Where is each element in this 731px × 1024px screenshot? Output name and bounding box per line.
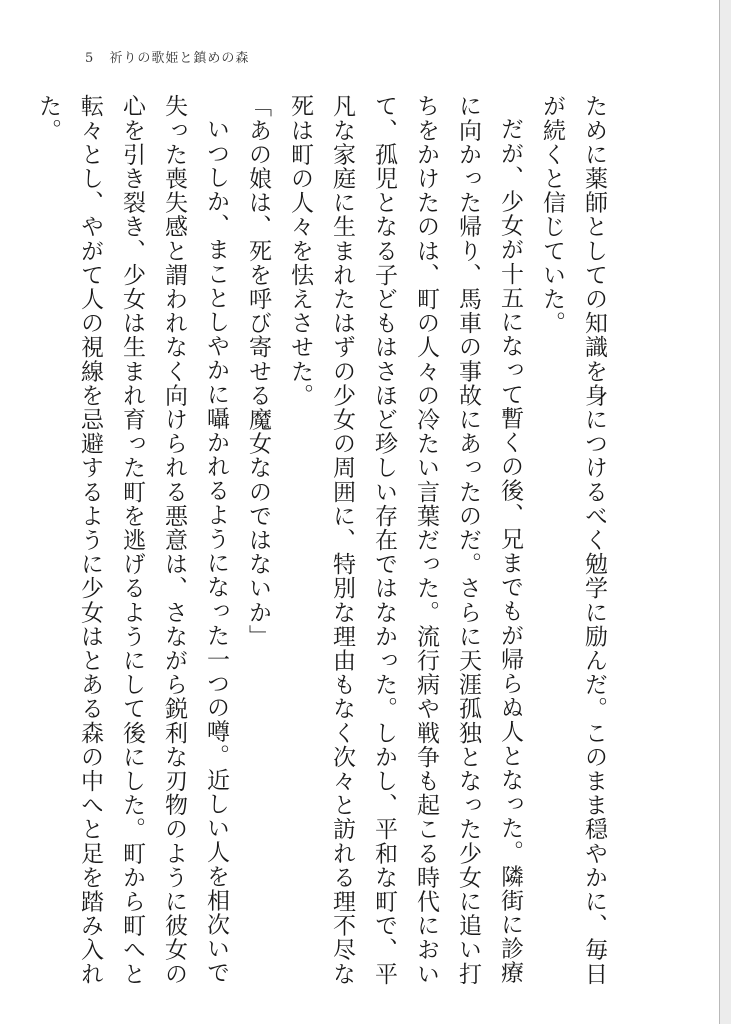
paragraph-3: いつしか、まことしやかに囁かれるようになった一つの噂。近しい人を相次いで失った喪失感と謂われなく向けられる悪意は、さながら鋭利な刃物のように彼女の心を引き裂き、少女は生まれ育った町を逃げるようにして後にした。町から町へと転々とし、やがて人の視線を忌避するように少女はとある森の中へと足を踏み入れた。 [35,94,229,986]
paragraph-2: だが、少女が十五になって暫くの後、兄までもが帰らぬ人となった。隣街に診療に向かった帰り、馬車の事故にあったのだ。さらに天涯孤独となった少女に追い打ちをかけたのは、町の人々の冷たい言葉だった。流行病や戦争も起こる時代において、孤児となる子どもはさほど珍しい存在ではなかった。しかし、平和な町で、平凡な家庭に生まれたはずの少女の周囲に、特別な理由もなく次々と訪れる理不尽な死は町の人々を怯えさせた。 [287,94,523,986]
running-header [85,47,249,66]
page-number: 5 [85,51,95,66]
dialogue-line: 「あの娘は、死を呼び寄せる魔女なのではないか」 [245,94,271,649]
paragraph-1: ために薬師としての知識を身につけるべく勉学に励んだ。このまま穏やかに、毎日が続くと信じていた。 [539,94,607,986]
page-edge [719,0,731,1024]
book-title: 祈りの歌姫と鎮めの森 [109,51,250,66]
body-text [35,94,615,994]
